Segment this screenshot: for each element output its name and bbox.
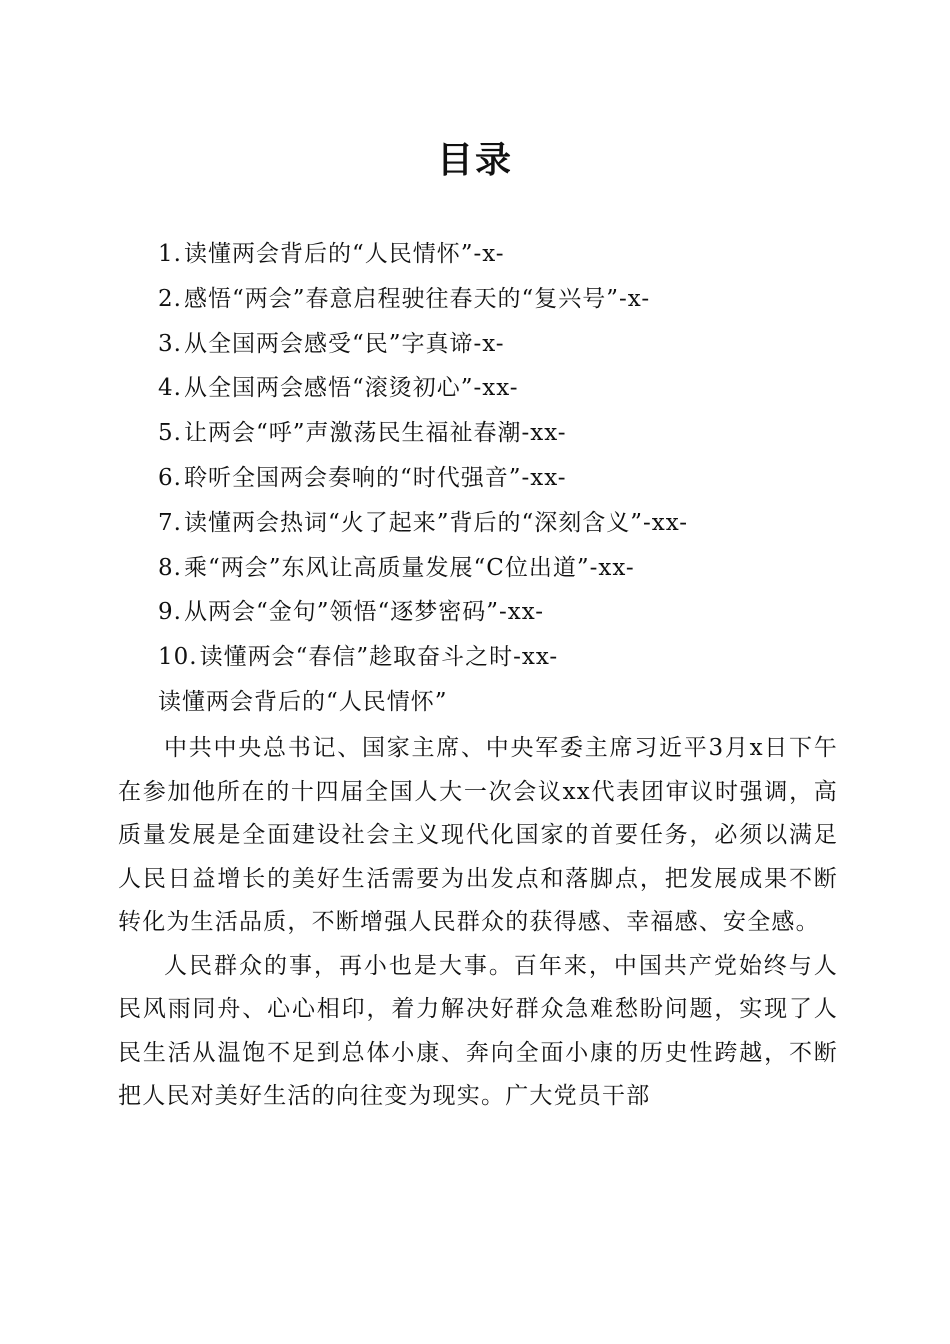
toc-item: [158, 546, 858, 591]
article-body: [118, 727, 838, 1119]
toc-item-number: 10.: [158, 644, 198, 671]
toc-item-text: 读懂两会背后的“人民情怀”-x-: [183, 241, 505, 267]
toc-item: [158, 232, 858, 277]
toc-item-text: 乘“两会”东风让高质量发展“C位出道”-xx-: [183, 554, 635, 581]
toc-item-text: 读懂两会热词“火了起来”背后的“深刻含义”-xx-: [183, 509, 689, 536]
toc-item: [158, 456, 858, 501]
toc-item-text: 读懂两会“春信”趁取奋斗之时-xx-: [199, 644, 559, 671]
page-title: 目录: [436, 139, 513, 181]
toc-item-text: 从两会“金句”领悟“逐梦密码”-xx-: [183, 599, 545, 626]
section-heading: 读懂两会背后的“人民情怀”: [158, 688, 448, 715]
toc-item: [158, 590, 858, 635]
toc-item-text: 从全国两会感受“民”字真谛-x-: [183, 330, 505, 357]
toc-item: [158, 366, 858, 411]
toc-item-text: 从全国两会感悟“滚烫初心”-xx-: [183, 375, 519, 402]
paragraph: 中共中央总书记、国家主席、中央军委主席习近平3月x日下午在参加他所在的十四届全国人大一次会议xx代表团审议时强调，高质量发展是全面建设社会主义现代化国家的首要任务，必须以满足人民日益增长的美好生活需要为出发点和落脚点，把发展成果不断转化为生活品质，不断增强人民群众的获得感、幸福感、安全感。: [118, 735, 838, 935]
toc-item-number: 8.: [158, 554, 182, 581]
toc-item-text: 让两会“呼”声激荡民生福祉春潮-xx-: [183, 420, 567, 447]
toc-item-number: 5.: [158, 420, 182, 447]
toc-item-text: 聆听全国两会奏响的“时代强音”-xx-: [183, 464, 567, 491]
toc-item: [158, 501, 858, 546]
toc-item-number: 2.: [158, 285, 182, 312]
paragraph: 人民群众的事，再小也是大事。百年来，中国共产党始终与人民风雨同舟、心心相印，着力解决好群众急难愁盼问题，实现了人民生活从温饱不足到总体小康、奔向全面小康的历史性跨越，不断把人民对美好生活的向往变为现实。广大党员干部: [118, 952, 838, 1109]
toc-item-number: 4.: [158, 375, 182, 402]
toc-item: [158, 277, 858, 322]
toc-item-text: 感悟“两会”春意启程驶往春天的“复兴号”-x-: [183, 285, 651, 312]
table-of-contents: [158, 232, 858, 725]
toc-item: [158, 322, 858, 367]
toc-item-number: 6.: [158, 464, 182, 491]
toc-item-number: 1.: [158, 241, 182, 267]
toc-item-number: 7.: [158, 509, 182, 536]
toc-item: [158, 411, 858, 456]
toc-item-number: 3.: [158, 330, 182, 357]
toc-item: [158, 635, 858, 680]
toc-item-number: 9.: [158, 599, 182, 626]
